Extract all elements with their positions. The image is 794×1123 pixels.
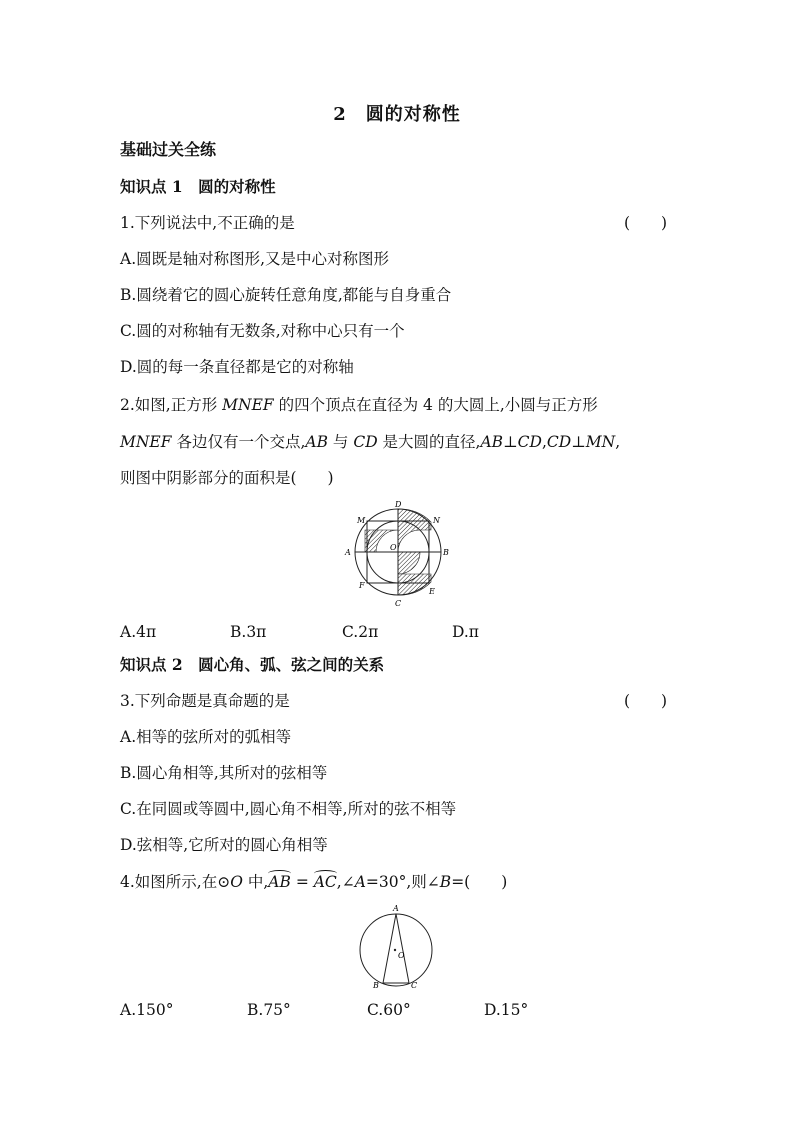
q4-arc-ab: AB	[268, 873, 291, 891]
q2-option-b: B.3π	[230, 623, 267, 641]
q4-center-dot	[394, 949, 396, 951]
q2-option-a: A.4π	[120, 623, 157, 641]
q2-option-d: D.π	[452, 623, 479, 641]
q3-answer-paren: ( )	[624, 692, 668, 710]
q2-shade-inner-lower-right	[398, 552, 420, 574]
q4-arc-ac: AC	[313, 873, 337, 891]
q1-answer-paren: ( )	[624, 214, 668, 232]
section-title: 基础过关全练	[120, 140, 217, 159]
q3-option-c: C.在同圆或等圆中,圆心角不相等,所对的弦不相等	[120, 800, 457, 818]
q2-label-f: F	[359, 581, 365, 590]
q1-option-d: D.圆的每一条直径都是它的对称轴	[120, 358, 354, 376]
q4-option-c: C.60°	[367, 1001, 411, 1019]
q3-option-d: D.弦相等,它所对的圆心角相等	[120, 836, 328, 854]
q2-line-2: MNEF 各边仅有一个交点,AB 与 CD 是大圆的直径,AB⊥CD,CD⊥MN,	[120, 433, 621, 451]
q4-chord-ac	[396, 914, 409, 983]
q3-option-b: B.圆心角相等,其所对的弦相等	[120, 764, 328, 782]
q4-option-b: B.75°	[247, 1001, 291, 1019]
q4-stem: 4.如图所示,在⊙O 中,AB = AC,∠A=30°,则∠B=( )	[120, 873, 508, 891]
q4-chord-ab	[383, 914, 396, 983]
q2-line-1: 2.如图,正方形 MNEF 的四个顶点在直径为 4 的大圆上,小圆与正方形	[120, 396, 598, 414]
q4-label-b: B	[373, 981, 379, 990]
q4-figure	[355, 900, 439, 992]
q2-label-b: B	[443, 548, 449, 557]
q2-label-c: C	[395, 599, 402, 608]
q3-option-a: A.相等的弦所对的弧相等	[120, 728, 292, 746]
q4-label-a: A	[393, 904, 399, 913]
q2-shade-top-right	[398, 509, 431, 552]
q1-option-b: B.圆绕着它的圆心旋转任意角度,都能与自身重合	[120, 286, 452, 304]
knowledge-point-2: 知识点 2 圆心角、弧、弦之间的关系	[120, 655, 385, 674]
q1-option-c: C.圆的对称轴有无数条,对称中心只有一个	[120, 322, 405, 340]
q2-line-3: 则图中阴影部分的面积是( )	[120, 469, 334, 487]
q2-label-m: M	[357, 516, 366, 525]
q2-label-d: D	[395, 500, 402, 509]
page-title: 2 圆的对称性	[333, 104, 461, 125]
q4-option-d: D.15°	[484, 1001, 529, 1019]
q1-option-a: A.圆既是轴对称图形,又是中心对称图形	[120, 250, 390, 268]
knowledge-point-1: 知识点 1 圆的对称性	[120, 177, 276, 196]
q2-label-a: A	[345, 548, 351, 557]
q4-label-c: C	[411, 981, 418, 990]
q2-label-o: O	[390, 543, 397, 552]
q2-figure	[340, 496, 460, 614]
q1-stem: 1.下列说法中,不正确的是	[120, 214, 295, 232]
q2-label-e: E	[429, 587, 435, 596]
q2-option-c: C.2π	[342, 623, 379, 641]
q3-stem: 3.下列命题是真命题的是	[120, 692, 290, 710]
q4-label-o: O	[398, 951, 405, 960]
q4-option-a: A.150°	[120, 1001, 174, 1019]
q2-label-n: N	[433, 516, 440, 525]
